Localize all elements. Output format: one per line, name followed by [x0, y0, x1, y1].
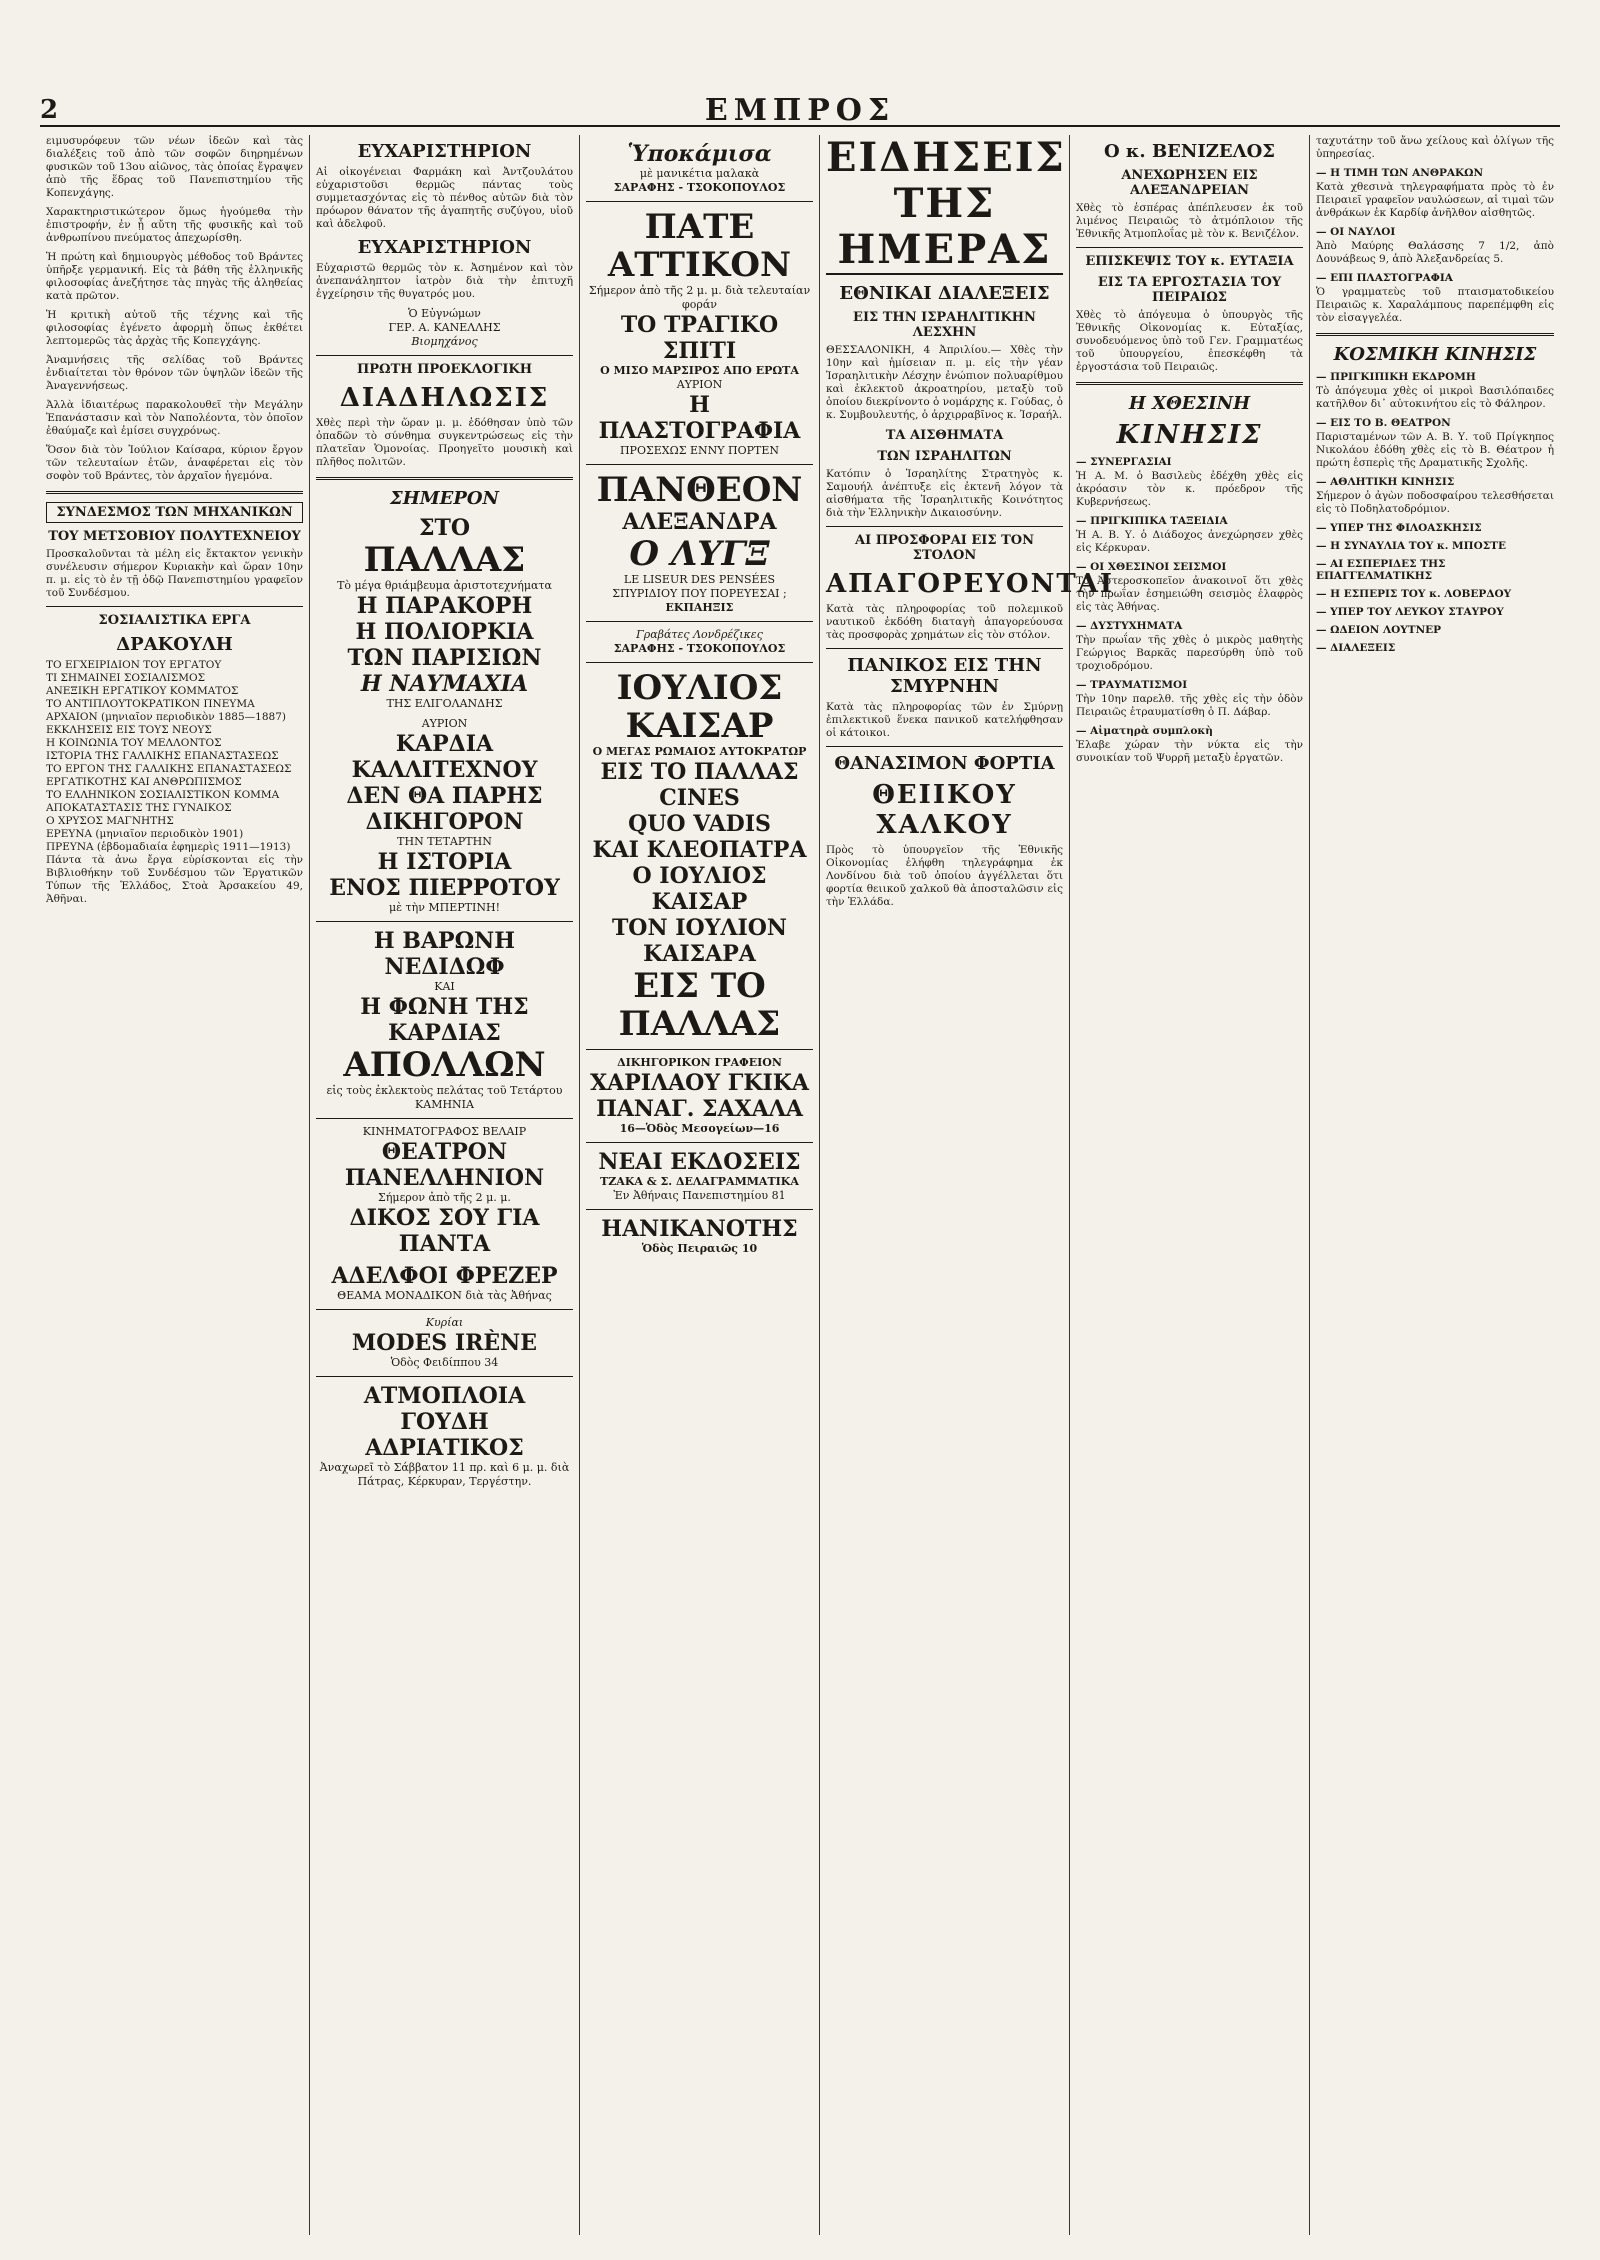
column-2	[310, 135, 580, 2235]
article-paragraph: Παρισταμένων τῶν Α. Β. Υ. τοῦ Πρίγκηπος Νικολάου ἐδόθη χθὲς εἰς τὸ Β. Θέατρον ἡ πρώτη ἑσπερὶς τῆς Δραματικῆς Σχολῆς.	[1316, 431, 1554, 469]
headline: ΤΑ ΑΙΣΘΗΜΑΤΑ	[885, 428, 1004, 443]
list-item: ΕΚΚΛΗΣΕΙΣ ΕΙΣ ΤΟΥΣ ΝΕΟΥΣ	[46, 724, 212, 736]
divider	[586, 1142, 813, 1143]
advertisement: Ὑποκάμισα μὲ μανικέτια μαλακὰ ΣΑΡΑΦΗΣ - ΤΣΟΚΟΠΟΥΛΟΣ	[613, 141, 786, 194]
subheading: — ΟΙ ΧΘΕΣΙΝΟΙ ΣΕΙΣΜΟΙ	[1076, 561, 1227, 573]
headline: ΕΘΝΙΚΑΙ ΔΙΑΛΕΞΕΙΣ	[839, 283, 1050, 304]
article-paragraph: Ἡ πρώτη καὶ δημιουργὸς μέθοδος τοῦ Βράντες ὑπῆρξε γερμανική. Εἰς τὰ βάθη τῆς ἑλληνικῆς φιλοσοφίας ἀνεζήτησε τὰς πηγὰς τῆς ἀληθείας κατὰ πρῶτον.	[46, 251, 303, 302]
article-paragraph: Κατὰ τὰς πληροφορίας τοῦ πολεμικοῦ ναυτικοῦ ἐκδόθη διαταγὴ ἀπαγορεύουσα τὰς προσφορὰς χρημάτων εἰς τὸν στόλον.	[826, 603, 1063, 641]
subheading: — ΩΔΕΙΟΝ ΛΟΥΤΝΕΡ	[1316, 624, 1442, 636]
divider	[316, 1309, 573, 1310]
subheading: — ΤΡΑΥΜΑΤΙΣΜΟΙ	[1076, 679, 1188, 691]
section-banner: ΕΙΔΗΣΕΙΣ ΤΗΣ ΗΜΕΡΑΣ	[826, 134, 1066, 273]
divider	[1316, 333, 1554, 336]
headline: ΤΟΥ ΜΕΤΣΟΒΙΟΥ ΠΟΛΥΤΕΧΝΕΙΟΥ	[48, 529, 301, 544]
article-paragraph: ειμυσυρόφευν τῶν νέων ἰδεῶν καὶ τὰς διαλέξεις τοῦ ἀπὸ τῶν σοφῶν διηρημένων φυσικῶν τοῦ 13ου αἰῶνος, τὰς ὁποίας ἔγραψεν ἀπὸ τῆς ἕδρας τοῦ Πανεπιστημίου τῆς Κοπενχάγης.	[46, 135, 303, 199]
divider	[586, 464, 813, 465]
headline: ΑΙ ΠΡΟΣΦΟΡΑΙ ΕΙΣ ΤΟΝ ΣΤΟΛΟΝ	[855, 533, 1034, 563]
article-paragraph: Ἐλαβε χώραν τὴν νύκτα εἰς τὴν συνοικίαν τοῦ Ψυρρῆ μεταξὺ ἐργατῶν.	[1076, 739, 1303, 764]
article-paragraph: Σήμερον ὁ ἀγὼν ποδοσφαίρου τελεσθήσεται εἰς τὸ Ποδηλατοδρόμιον.	[1316, 490, 1554, 515]
article-paragraph: Χαρακτηριστικώτερον ὅμως ἡγούμεθα τὴν ἐπιστροφήν, ἐν ᾗ αὔτη τῆς φυσικῆς καὶ τοῦ ἀνθρωπίνου πνεύματος ἀπεχωρίσθη.	[46, 206, 303, 244]
article-paragraph: Τὴν πρωΐαν τῆς χθὲς ὁ μικρὸς μαθητὴς Γεώργιος Βαρκᾶς παρεσύρθη ὑπὸ τοῦ τροχιοδρόμου.	[1076, 634, 1303, 672]
divider	[316, 921, 573, 922]
divider	[316, 1376, 573, 1377]
headline: ΕΥΧΑΡΙΣΤΗΡΙΟΝ	[357, 237, 532, 258]
headline: ΔΡΑΚΟΥΛΗ	[116, 634, 233, 655]
article-paragraph: Ἡ κριτικὴ αὐτοῦ τῆς τέχνης καὶ τῆς φιλοσοφίας ἐγένετο ἀφορμὴ ὅπως ἐκθέτει λεπτομερῶς τὰς ἀρχὰς τῆς Κοπεγχάγης.	[46, 309, 303, 347]
section-heading: ΣΗΜΕΡΟΝ	[389, 488, 500, 509]
headline: ΘΕΙΙΚΟΥ ΧΑΛΚΟΥ	[872, 780, 1017, 840]
article-paragraph: Ἡ Α. Β. Υ. ὁ Διάδοχος ἀνεχώρησεν χθὲς εἰς Κέρκυραν.	[1076, 529, 1303, 554]
advertisement: ΑΥΡΙΟΝ ΚΑΡΔΙΑ ΚΑΛΛΙΤΕΧΝΟΥ ΔΕΝ ΘΑ ΠΑΡΗΣ ΔΙΚΗΓΟΡΟΝ ΤΗΝ ΤΕΤΑΡΤΗΝ Η ΙΣΤΟΡΙΑ ΕΝΟΣ ΠΙΕΡΡΟΤΟΥ μὲ τὴν ΜΠΕΡΤΙΝΗ!	[329, 717, 560, 914]
headline: ΤΩΝ ΙΣΡΑΗΛΙΤΩΝ	[877, 449, 1012, 464]
subheading: — Η ΕΣΠΕΡΙΣ ΤΟΥ κ. ΛΟΒΕΡΔΟΥ	[1316, 588, 1512, 600]
list-item: ΠΡΕΥΝΑ (ἑβδομαδιαία ἐφημερὶς 1911—1913)	[46, 841, 291, 853]
article-paragraph: Ἀπὸ Μαύρης Θαλάσσης 7 1/2, ἀπὸ Δουνάβεως 9, ἀπὸ Ἀλεξανδρείας 5.	[1316, 240, 1554, 265]
advertisement: ΑΤΜΟΠΛΟΙΑ ΓΟΥΔΗ ΑΔΡΙΑΤΙΚΟΣ Ἀναχωρεῖ τὸ Σάββατον 11 πρ. καὶ 6 μ. μ. διὰ Πάτρας, Κέρκυραν, Τεργέστην.	[319, 1383, 570, 1488]
divider	[586, 621, 813, 622]
headline: ΕΠΙΣΚΕΨΙΣ ΤΟΥ κ. ΕΥΤΑΞΙΑ	[1085, 254, 1294, 269]
advertisement: ΔΙΚΗΓΟΡΙΚΟΝ ΓΡΑΦΕΙΟΝ ΧΑΡΙΛΑΟΥ ΓΚΙΚΑ ΠΑΝΑΓ. ΣΑΧΑΛΑ 16—Ὁδὸς Μεσογείων—16	[590, 1056, 809, 1135]
divider	[46, 606, 303, 607]
headline: ΘΑΝΑΣΙΜΟΝ ΦΟΡΤΙΑ	[834, 753, 1055, 774]
article-paragraph: Χθὲς περὶ τὴν ὥραν μ. μ. ἐδόθησαν ὑπὸ τῶν ὀπαδῶν τὸ σύνθημα συγκεντρώσεως εἰς τὴν πλατεῖαν Ὁμονοίας. Προηγεῖτο μουσικὴ καὶ πλῆθος πολιτῶν.	[316, 417, 573, 468]
list-item: ΙΣΤΟΡΙΑ ΤΗΣ ΓΑΛΛΙΚΗΣ ΕΠΑΝΑΣΤΑΣΕΩΣ	[46, 750, 279, 762]
subheading: — ΕΙΣ ΤΟ Β. ΘΕΑΤΡΟΝ	[1316, 417, 1451, 429]
advertisement: Γραβάτες Λονδρέζικες ΣΑΡΑΦΗΣ - ΤΣΟΚΟΠΟΥΛΟΣ	[613, 628, 786, 655]
headline: ΔΙΑΔΗΛΩΣΙΣ	[339, 383, 550, 413]
list-item: ΤΟ ΕΡΓΟΝ ΤΗΣ ΓΑΛΛΙΚΗΣ ΕΠΑΝΑΣΤΑΣΕΩΣ	[46, 763, 292, 775]
headline: ΠΡΩΤΗ ΠΡΟΕΚΛΟΓΙΚΗ	[357, 362, 532, 377]
subheading: — ΣΥΝΕΡΓΑΣΙΑΙ	[1076, 456, 1172, 468]
list-item: ΑΝΕΞΙΚΗ ΕΡΓΑΤΙΚΟΥ ΚΟΜΜΑΤΟΣ	[46, 685, 239, 697]
headline: ΑΠΑΓΟΡΕΥΟΝΤΑΙ	[826, 569, 1115, 599]
subheading: — ΠΡΙΓΚΙΠΙΚΑ ΤΑΞΕΙΔΙΑ	[1076, 515, 1228, 527]
article-paragraph: Ἀναμνήσεις τῆς σελίδας τοῦ Βράντες ἐνδιαίτεται τὸν θρόνον τῶν ὑψηλῶν ἰδεῶν τῆς Ἀναγεννήσεως.	[46, 354, 303, 392]
divider	[316, 355, 573, 356]
article-paragraph: Ἡ Α. Μ. ὁ Βασιλεὺς ἐδέχθη χθὲς εἰς ἀκρόασιν τὸν κ. πρόεδρον τῆς Κυβερνήσεως.	[1076, 470, 1303, 508]
list-item: ΤΙ ΣΗΜΑΙΝΕΙ ΣΟΣΙΑΛΙΣΜΟΣ	[46, 672, 206, 684]
headline: ΑΝΕΧΩΡΗΣΕΝ ΕΙΣ ΑΛΕΞΑΝΔΡΕΙΑΝ	[1121, 168, 1258, 198]
article-paragraph: Χθὲς τὸ ἑσπέρας ἀπέπλευσεν ἐκ τοῦ λιμένος Πειραιῶς τὸ ἀτμόπλοιον τῆς Ἐθνικῆς Ἀτμοπλοΐας μὲ τὸν κ. Βενιζέλον.	[1076, 202, 1303, 240]
list-item: ΑΠΟΚΑΤΑΣΤΑΣΙΣ ΤΗΣ ΓΥΝΑΙΚΟΣ	[46, 802, 232, 814]
section-heading: ΚΟΣΜΙΚΗ ΚΙΝΗΣΙΣ	[1333, 344, 1537, 365]
divider	[586, 201, 813, 202]
column-5	[1070, 135, 1310, 2235]
article-paragraph: Χθὲς τὸ ἀπόγευμα ὁ ὑπουργὸς τῆς Ἐθνικῆς Οἰκονομίας κ. Εὐταξίας, συνοδευόμενος ὑπὸ τοῦ Γεν. Γραμματέως τοῦ ὑπουργείου, ἐπεσκέφθη τὰ ἐργοστάσια τοῦ Πειραιῶς.	[1076, 309, 1303, 373]
list-item: ΕΡΓΑΤΙΚΟΤΗΣ ΚΑΙ ΑΝΘΡΩΠΙΣΜΟΣ	[46, 776, 242, 788]
list-item: ΑΡΧΑΙΟΝ (μηνιαῖον περιοδικὸν 1885—1887)	[46, 711, 286, 723]
article-paragraph: Κατὰ χθεσινὰ τηλεγραφήματα πρὸς τὸ ἐν Πειραιεῖ γραφεῖον ναυλώσεων, αἱ τιμαὶ τῶν ἀνθράκων ἐκ Καρδίφ ἀνῆλθον αἰσθητῶς.	[1316, 181, 1554, 219]
notice-text: Εὐχαριστῶ θερμῶς τὸν κ. Ἀσημένον καὶ τὸν ἀνεπανάληπτον ἰατρὸν διὰ τὴν ἐπιτυχῆ ἐγχείρησιν τῆς θυγατρός μου.	[316, 262, 573, 300]
headline: ΕΥΧΑΡΙΣΤΗΡΙΟΝ	[357, 141, 532, 162]
advertisement: Η ΒΑΡΩΝΗ ΝΕΔΙΔΩΦ ΚΑΙ Η ΦΩΝΗ ΤΗΣ ΚΑΡΔΙΑΣ ΑΠΟΛΛΩΝ εἰς τοὺς ἐκλεκτοὺς πελάτας τοῦ Τετάρτου ΚΑΜΗΝΙΑ	[326, 928, 563, 1111]
signature: Ὁ Εὐγνώμων ΓΕΡ. Α. ΚΑΝΕΛΛΗΣ Βιομηχάνος	[388, 307, 501, 348]
article-paragraph: Τὴν 10ην παρελθ. τῆς χθὲς εἰς τὴν ὁδὸν Πειραιῶς ἐτραυματίσθη ὁ Π. Δάβαρ.	[1076, 693, 1303, 718]
divider	[316, 477, 573, 480]
divider	[826, 648, 1063, 649]
advertisement: ΗΑΝΙΚΑΝΟΤΗΣ Ὁδὸς Πειραιῶς 10	[601, 1216, 798, 1255]
notice-text: Αἱ οἰκογένειαι Φαρμάκη καὶ Ἀντζουλάτου εὐχαριστοῦσι θερμῶς πάντας τοὺς συμμετασχόντας εἰς τὸ πένθος αὐτῶν διὰ τὸν πρόωρον θάνατον τῆς ἀγαπητῆς συζύγου, υἱοῦ καὶ ἀδελφοῦ.	[316, 166, 573, 230]
subheading: — ΕΠΙ ΠΛΑΣΤΟΓΡΑΦΙΑ	[1316, 272, 1453, 284]
advertisement: ΚΙΝΗΜΑΤΟΓΡΑΦΟΣ ΒΕΛΑΙΡ ΘΕΑΤΡΟΝ ΠΑΝΕΛΛΗΝΙΟΝ Σήμερον ἀπὸ τῆς 2 μ. μ. ΔΙΚΟΣ ΣΟΥ ΓΙΑ ΠΑΝΤΑ	[344, 1125, 545, 1257]
advertisement: ΝΕΑΙ ΕΚΔΟΣΕΙΣ ΤΖΑΚΑ & Σ. ΔΕΛΑΓΡΑΜΜΑΤΙΚΑ Ἐν Ἀθήναις Πανεπιστημίου 81	[598, 1149, 801, 1202]
subheading: — ΟΙ ΝΑΥΛΟΙ	[1316, 226, 1396, 238]
list-item: ΤΟ ΑΝΤΙΠΛΟΥΤΟΚΡΑΤΙΚΟΝ ΠΝΕΥΜΑ	[46, 698, 255, 710]
section-heading: ΚΙΝΗΣΙΣ	[1116, 420, 1263, 450]
headline: Ο κ. ΒΕΝΙΖΕΛΟΣ	[1103, 141, 1275, 162]
divider	[586, 1049, 813, 1050]
subheading: — ΠΡΙΓΚΙΠΙΚΗ ΕΚΔΡΟΜΗ	[1316, 371, 1476, 383]
divider	[1076, 247, 1303, 248]
section-heading: Η ΧΘΕΣΙΝΗ	[1128, 393, 1251, 414]
column-4	[820, 134, 1115, 2235]
subheading: — ΥΠΕΡ ΤΗΣ ΦΙΛΟΑΣΚΗΣΙΣ	[1316, 522, 1482, 534]
notice-text: Πάντα τὰ ἀνω ἔργα εὑρίσκονται εἰς τὴν Βιβλιοθήκην τοῦ Συνδέσμου τῶν Ἐργατικῶν Τύπων τῆς Ἑλλάδος, Στοὰ Ἀρσακείου 49, Ἀθῆναι.	[46, 854, 303, 905]
list-item: ΕΡΕΥΝΑ (μηνιαῖον περιοδικὸν 1901)	[46, 828, 244, 840]
headline: ΣΥΝΔΕΣΜΟΣ ΤΩΝ ΜΗΧΑΝΙΚΩΝ	[46, 502, 303, 523]
subheading: — ΔΥΣΤΥΧΗΜΑΤΑ	[1076, 620, 1183, 632]
article-paragraph: ταχυτάτην τοῦ ἄνω χείλους καὶ ὀλίγων τῆς ὑπηρεσίας.	[1316, 135, 1554, 160]
headline: ΕΙΣ ΤΗΝ ΙΣΡΑΗΛΙΤΙΚΗΝ ΛΕΣΧΗΝ	[853, 310, 1036, 340]
divider	[826, 746, 1063, 747]
article-paragraph: Ὁ γραμματεὺς τοῦ πταισματοδικείου Πειραιῶς κ. Χαραλάμπους παρεπέμφθη εἰς τὸν εἰσαγγελέα.	[1316, 286, 1554, 324]
list-item: ΤΟ ΕΓΧΕΙΡΙΔΙΟΝ ΤΟΥ ΕΡΓΑΤΟΥ	[46, 659, 222, 671]
subheading: — Η ΤΙΜΗ ΤΩΝ ΑΝΘΡΑΚΩΝ	[1316, 167, 1484, 179]
divider	[316, 1118, 573, 1119]
advertisement: ΑΔΕΛΦΟΙ ΦΡΕΖΕΡ ΘΕΑΜΑ ΜΟΝΑΔΙΚΟΝ διὰ τὰς Ἀθήνας	[331, 1263, 558, 1302]
headline: ΠΑΝΙΚΟΣ ΕΙΣ ΤΗΝ ΣΜΥΡΝΗΝ	[847, 655, 1042, 697]
article-paragraph: Πρὸς τὸ ὑπουργεῖον τῆς Ἐθνικῆς Οἰκονομίας ἐλήφθη τηλεγράφημα ἐκ Λονδίνου διὰ τοῦ ὁποίου ἀγγέλλεται ὅτι φορτία θειικοῦ χαλκοῦ θὰ ἀποσταλῶσιν εἰς τὴν Ἑλλάδα.	[826, 844, 1063, 908]
column-3	[580, 135, 820, 2235]
headline: ΣΟΣΙΑΛΙΣΤΙΚΑ ΕΡΓΑ	[98, 613, 251, 628]
article-paragraph: ΘΕΣΣΑΛΟΝΙΚΗ, 4 Ἀπριλίου.— Χθὲς τὴν 10ην καὶ ἡμίσειαν π. μ. εἰς τὴν γέαν Ἰσραηλιτικὴν Λέσχην ἐνώπιον πολυαρίθμου καὶ ἐκλεκτοῦ ἀκροατηρίου, μεταξὺ τοῦ ὁποίου διεκρίνοντο ὁ νομάρχης κ. Γούδας, ὁ κ. Συμβουλευτής, ὁ ἀρχιρραβῖνος κ. Ἰσραήλ.	[826, 344, 1063, 421]
divider	[586, 662, 813, 663]
list-item: Η ΚΟΙΝΩΝΙΑ ΤΟΥ ΜΕΛΛΟΝΤΟΣ	[46, 737, 222, 749]
divider	[46, 491, 303, 494]
article-paragraph: Ὅσον διὰ τὸν Ἰούλιον Καίσαρα, κύριον ἔργον τῶν τελευταίων ἐτῶν, ἀναφέρεται εἰς τὸν σοφὸν τοῦ Βράντες, τὸν ἀρχαῖον ἡγεμόνα.	[46, 444, 303, 482]
article-paragraph: Κατόπιν ὁ Ἰσραηλίτης Στρατηγὸς κ. Σαμουήλ ἀνέπτυξε εἰς ἐκτενῆ λόγον τὰ αἰσθήματα τῆς Ἰσραηλιτικῆς Κοινότητος διὰ τὴν Ἑλληνικὴν Δικαιοσύνην.	[826, 468, 1063, 519]
column-6	[1310, 135, 1560, 2235]
page-header	[40, 92, 1560, 128]
notice-text: Προσκαλοῦνται τὰ μέλη εἰς ἔκτακτον γενικὴν συνέλευσιν σήμερον Κυριακὴν καὶ ὥραν 10ην π. μ. εἰς τὸ ἐν τῇ ὁδῷ Πανεπιστημίου γραφεῖον τοῦ Συνδέσμου.	[46, 548, 303, 599]
article-paragraph: Κατὰ τὰς πληροφορίας τῶν ἐν Σμύρνῃ ἐπιλεκτικοῦ ἕνεκα πανικοῦ κατελήφθησαν οἱ κάτοικοι.	[826, 701, 1063, 739]
article-paragraph: Ἀλλὰ ἰδιαιτέρως παρακολουθεῖ τὴν Μεγάλην Ἐπανάστασιν καὶ τὸν Ναπολέοντα, τὸν ὁποῖον ἐθαύμαζε καὶ ἐμίσει συγχρόνως.	[46, 399, 303, 437]
advertisement: ΣΤΟ ΠΑΛΛΑΣ Τὸ μέγα θριάμβευμα ἀριστοτεχνήματα Η ΠΑΡΑΚΟΡΗ Η ΠΟΛΙΟΡΚΙΑ ΤΩΝ ΠΑΡΙΣΙΩΝ Η ΝΑΥΜΑΧΙΑ ΤΗΣ ΕΛΙΓΟΛΑΝΔΗΣ	[337, 515, 552, 710]
column-1	[40, 135, 310, 2235]
subheading: — ΑΘΛΗΤΙΚΗ ΚΙΝΗΣΙΣ	[1316, 476, 1455, 488]
page-number: 2	[40, 95, 59, 125]
advertisement: ΙΟΥΛΙΟΣ ΚΑΙΣΑΡ Ο ΜΕΓΑΣ ΡΩΜΑΙΟΣ ΑΥΤΟΚΡΑΤΩΡ ΕΙΣ ΤΟ ΠΑΛΛΑΣ CINES QUO VADIS ΚΑΙ ΚΛΕΟΠΑΤΡΑ Ο ΙΟΥΛΙΟΣ ΚΑΙΣΑΡ ΤΟΝ ΙΟΥΛΙΟΝ ΚΑΙΣΑΡΑ ΕΙΣ ΤΟ ΠΑΛΛΑΣ	[592, 668, 807, 1044]
subheading: — Αἰματηρὰ συμπλοκὴ	[1076, 725, 1213, 737]
article-paragraph: Τὸ ἀπόγευμα χθὲς οἱ μικροὶ Βασιλόπαιδες κατῆλθον δι᾽ αὐτοκινήτου εἰς τὸ Φάληρον.	[1316, 385, 1554, 410]
subheading: — ΔΙΑΛΕΞΕΙΣ	[1316, 642, 1396, 654]
divider	[826, 526, 1063, 527]
advertisement: Κυρίαι MODES IRÈNE Ὁδὸς Φειδίππου 34	[351, 1316, 538, 1369]
book-list	[46, 659, 303, 854]
subheading: — ΑΙ ΕΣΠΕΡΙΔΕΣ ΤΗΣ ΕΠΑΓΓΕΛΜΑΤΙΚΗΣ	[1316, 558, 1446, 582]
subheading: — ΥΠΕΡ ΤΟΥ ΛΕΥΚΟΥ ΣΤΑΥΡΟΥ	[1316, 606, 1504, 618]
article-paragraph: Τὸ Ἀστεροσκοπεῖον ἀνακοινοῖ ὅτι χθὲς τὴν πρωΐαν ἐσημειώθη σεισμὸς ἐλαφρὸς εἰς τὰς Ἀθήνας.	[1076, 575, 1303, 613]
headline: ΕΙΣ ΤΑ ΕΡΓΟΣΤΑΣΙΑ ΤΟΥ ΠΕΙΡΑΙΩΣ	[1097, 275, 1282, 305]
masthead: ΕΜΠΡΟΣ	[704, 92, 896, 128]
subheading: — Η ΣΥΝΑΥΛΙΑ ΤΟΥ κ. ΜΠΟΣΤΕ	[1316, 540, 1506, 552]
divider	[1076, 382, 1303, 385]
divider	[586, 1209, 813, 1210]
list-item: Ο ΧΡΥΣΟΣ ΜΑΓΝΗΤΗΣ	[46, 815, 174, 827]
list-item: ΤΟ ΕΛΛΗΝΙΚΟΝ ΣΟΣΙΑΛΙΣΤΙΚΟΝ ΚΟΜΜΑ	[46, 789, 280, 801]
advertisement: ΠΑΤΕ ΑΤΤΙΚΟΝ Σήμερον ἀπὸ τῆς 2 μ. μ. διὰ τελευταίαν φοράν ΤΟ ΤΡΑΓΙΚΟ ΣΠΙΤΙ Ο ΜΙΣΟ ΜΑΡΣΙΡΟΣ ΑΠΟ ΕΡΩΤΑ ΑΥΡΙΟΝ Η ΠΛΑΣΤΟΓΡΑΦΙΑ ΠΡΟΣΕΧΩΣ ΕΝΝΥ ΠΟΡΤΕΝ	[588, 207, 811, 457]
advertisement: ΠΑΝΘΕΟΝ ΑΛΕΞΑΝΔΡΑ Ο ΛΥΓΞ LE LISEUR DES PENSÉES ΣΠΥΡΙΔΙΟΥ ΠΟΥ ΠΟΡΕΥΕΣΑΙ ; ΕΚΠΑΗΞΙΣ	[596, 470, 803, 614]
